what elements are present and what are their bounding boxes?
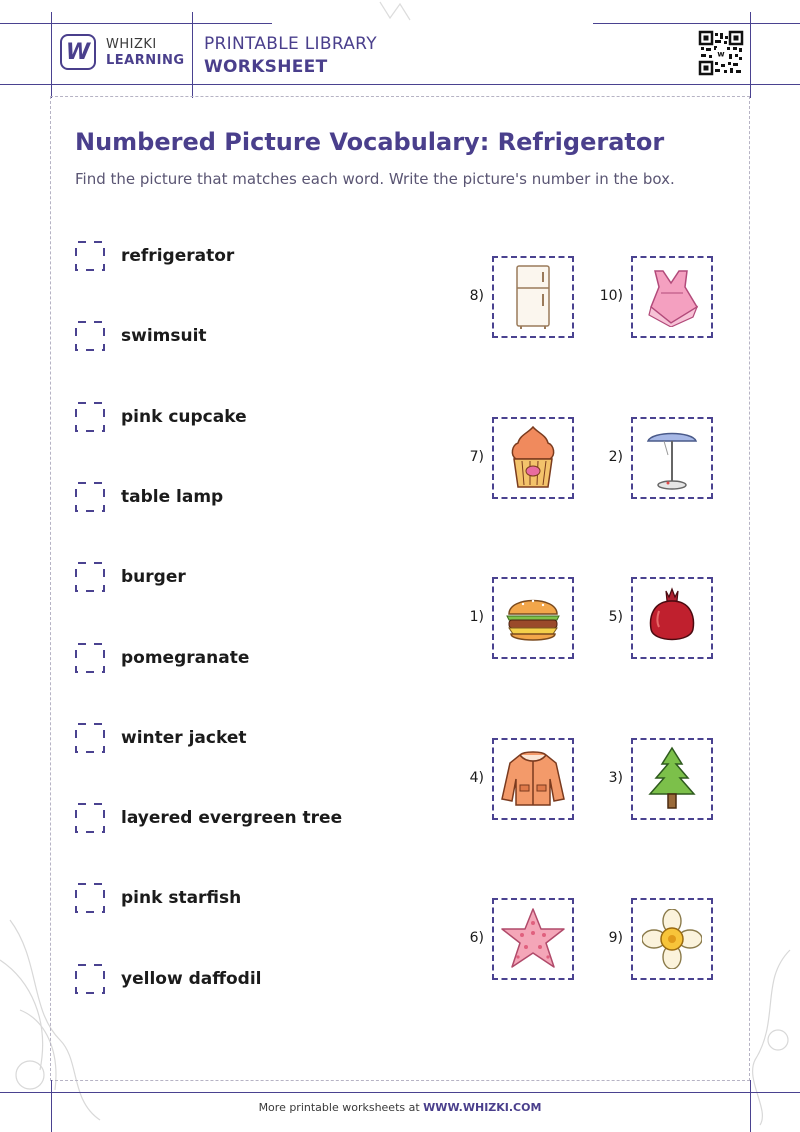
pomegranate-icon [647, 587, 697, 649]
picture-card [631, 256, 713, 338]
word-label: winter jacket [121, 727, 247, 748]
picture-number: 10) [599, 288, 623, 304]
picture-number: 1) [469, 609, 484, 625]
word-label: yellow daffodil [121, 968, 262, 989]
picture-card [492, 577, 574, 659]
word-label: swimsuit [121, 326, 207, 347]
header-title-line1: PRINTABLE LIBRARY [204, 34, 377, 54]
picture-card [492, 417, 574, 499]
answer-box[interactable] [75, 241, 105, 271]
daffodil-icon [642, 909, 702, 969]
word-label: refrigerator [121, 246, 235, 266]
word-label: pomegranate [121, 647, 250, 668]
qr-code-icon[interactable] [698, 30, 744, 76]
header-divider-mid [192, 12, 193, 98]
footer-rule [0, 1092, 800, 1093]
footer-label: More printable worksheets at [258, 1101, 424, 1114]
worksheet-instructions: Find the picture that matches each word. Write the picture's number in the box. [75, 170, 675, 188]
burger-icon [503, 590, 563, 646]
brand-name-line1: WHIZKI [106, 37, 157, 52]
answer-box[interactable] [75, 402, 105, 432]
answer-box[interactable] [75, 643, 105, 673]
picture-number: 8) [469, 288, 484, 304]
picture-card [492, 738, 574, 820]
evergreen-tree-icon [644, 746, 700, 812]
worksheet-title: Numbered Picture Vocabulary: Refrigerator [75, 128, 665, 156]
logo-letter: W [65, 39, 91, 65]
header-divider-left [51, 12, 52, 98]
picture-card [631, 738, 713, 820]
header-bottom-rule [0, 84, 800, 85]
header-top-rule-left [0, 23, 272, 24]
footer-link[interactable]: WWW.WHIZKI.COM [423, 1101, 542, 1114]
cupcake-icon [508, 425, 558, 491]
brand-name-line2: LEARNING [106, 53, 185, 68]
footer-text [0, 1101, 800, 1114]
word-label: pink starfish [121, 888, 242, 909]
starfish-icon [500, 907, 566, 971]
answer-box[interactable] [75, 562, 105, 592]
answer-box[interactable] [75, 803, 105, 833]
winter-jacket-icon [500, 749, 566, 809]
word-label: layered evergreen tree [121, 808, 343, 829]
picture-card [631, 577, 713, 659]
answer-box[interactable] [75, 321, 105, 351]
table-lamp-icon [642, 425, 702, 491]
picture-number: 5) [608, 609, 623, 625]
answer-box[interactable] [75, 964, 105, 994]
word-label: table lamp [121, 486, 224, 507]
picture-number: 2) [608, 448, 623, 465]
picture-number: 7) [469, 448, 484, 465]
decorative-sketch-top [370, 0, 430, 24]
picture-number: 9) [608, 930, 623, 946]
picture-number: 3) [608, 769, 623, 786]
header-title-line2: WORKSHEET [204, 57, 328, 77]
header-divider-right [750, 12, 751, 98]
svg-text:w: w [717, 49, 725, 59]
answer-box[interactable] [75, 883, 105, 913]
swimsuit-icon [641, 267, 703, 327]
picture-number: 4) [469, 769, 484, 786]
header-top-rule-right [593, 23, 800, 24]
word-label: burger [121, 567, 186, 588]
answer-box[interactable] [75, 723, 105, 753]
picture-card [492, 898, 574, 980]
picture-card [492, 256, 574, 338]
picture-card [631, 898, 713, 980]
refrigerator-icon [513, 264, 553, 330]
word-label: pink cupcake [121, 406, 247, 427]
whizki-logo[interactable] [60, 34, 96, 70]
answer-box[interactable] [75, 482, 105, 512]
picture-number: 6) [469, 930, 484, 946]
picture-card [631, 417, 713, 499]
